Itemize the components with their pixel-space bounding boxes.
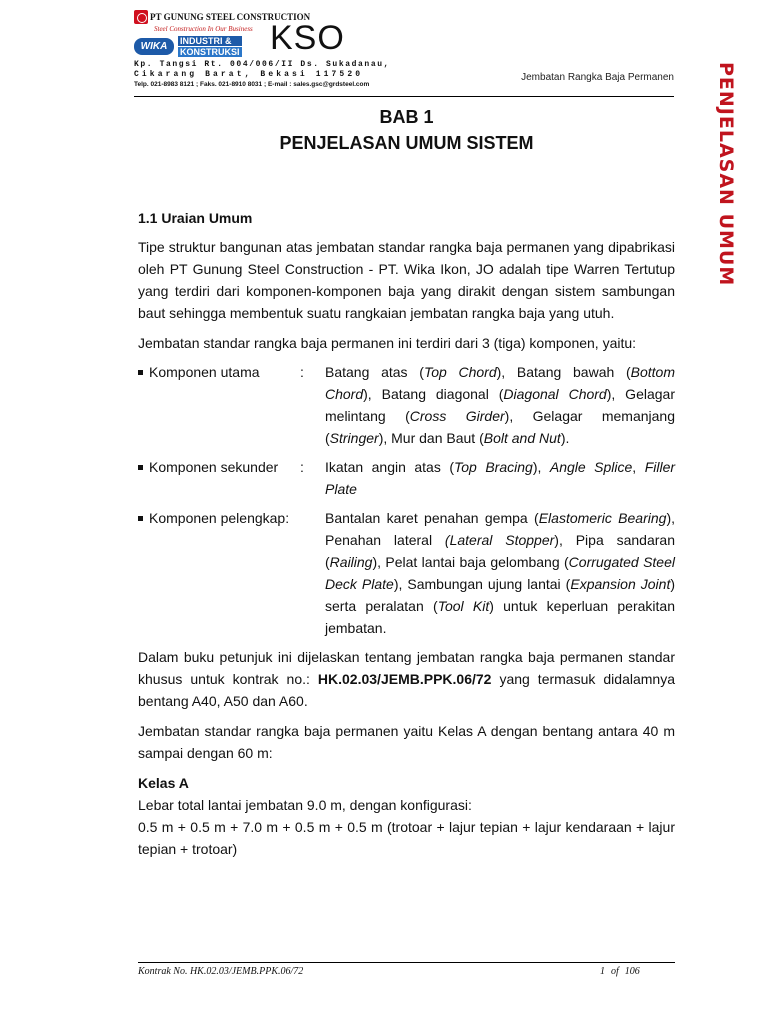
component-text: ), Gelagar memanjang ( <box>325 408 675 446</box>
side-tab <box>712 62 740 287</box>
component-separator: : <box>300 459 304 475</box>
component-item <box>138 456 675 500</box>
document-title: Jembatan Rangka Baja Permanen <box>521 72 674 83</box>
page-of: of <box>611 966 619 977</box>
component-term: Top Bracing <box>454 459 533 475</box>
component-text: ), Batang bawah ( <box>496 364 631 380</box>
gsc-logo-icon <box>134 10 148 24</box>
component-item <box>138 507 675 639</box>
component-text: ), Penahan lateral <box>325 510 675 548</box>
page-header <box>134 8 674 94</box>
component-text: Batang atas ( <box>325 364 424 380</box>
page-content <box>138 104 675 860</box>
bullet-icon <box>138 465 143 470</box>
component-term: Diagonal Chord <box>503 386 607 402</box>
section-title: 1.1 Uraian Umum <box>138 210 253 226</box>
contract-text-before: Dalam buku petunjuk ini dijelaskan tentang jembatan rangka baja permanen standar khusus untuk kontrak no.: <box>138 649 675 687</box>
component-term: Expansion Joint <box>570 576 671 592</box>
component-term: Bolt and Nut <box>483 430 561 446</box>
component-text: ), Batang diagonal ( <box>363 386 504 402</box>
page-number <box>600 966 646 977</box>
side-tab-label: PENJELASAN UMUM <box>715 62 737 287</box>
component-text: ). <box>560 430 570 446</box>
component-text: ) untuk keperluan perakitan jembatan. <box>325 598 675 636</box>
component-term: Top Chord <box>423 364 497 380</box>
contract-text-after: yang termasuk didalamnya bentang A40, A50 dan A60. <box>138 671 675 709</box>
component-term: (Lateral Stopper <box>444 532 555 548</box>
paragraph-contract <box>138 646 675 712</box>
component-label <box>138 456 325 478</box>
component-text: ) serta peralatan ( <box>325 576 676 614</box>
component-text: Bantalan karet penahan gempa ( <box>325 510 539 526</box>
component-term: Elastomeric Bearing <box>538 510 667 526</box>
component-label-text: Komponen pelengkap: <box>149 510 290 526</box>
iek-line-2: KONSTRUKSI <box>178 47 242 57</box>
contact-line: Telp. 021-8983 8121 ; Faks. 021-8910 8031 ; E-mail : sales.gsc@grdsteel.com <box>134 81 370 88</box>
iek-logo <box>178 36 242 58</box>
iek-line-1: INDUSTRI & <box>178 36 242 46</box>
header-divider <box>134 96 674 97</box>
component-item <box>138 361 675 449</box>
component-label-text: Komponen sekunder <box>149 459 279 475</box>
chapter-title: PENJELASAN UMUM SISTEM <box>279 133 534 153</box>
component-text: ), Sambungan ujung lantai ( <box>393 576 571 592</box>
bullet-icon <box>138 370 143 375</box>
component-term: Stringer <box>329 430 379 446</box>
kso-logo: KSO <box>270 19 345 57</box>
component-term: Tool Kit <box>437 598 490 614</box>
paragraph-intro: Tipe struktur bangunan atas jembatan standar rangka baja permanen yang dipabrikasi oleh PT Gunung Steel Construction - PT. Wika Ikon, JO adalah tipe Warren Tertutup yang terdiri dari komponen-komponen baja yang dirakit dengan sistem sambungan baut sehingga membentuk suatu rangkaian jembatan rangka baja yang utuh. <box>138 239 675 321</box>
chapter-number: BAB 1 <box>379 107 434 127</box>
footer-divider <box>138 962 675 963</box>
class-configuration: 0.5 m + 0.5 m + 7.0 m + 0.5 m + 0.5 m (trotoar + lajur tepian + lajur kendaraan + lajur tepian + trotoar) <box>138 819 675 857</box>
component-text: ), Gelagar melintang ( <box>325 386 675 424</box>
component-list <box>138 361 675 639</box>
component-description <box>325 507 675 639</box>
component-term: Bottom Chord <box>325 364 676 402</box>
class-title: Kelas A <box>138 775 189 791</box>
paragraph-components: Jembatan standar rangka baja permanen ini terdiri dari 3 (tiga) komponen, yaitu: <box>138 335 637 351</box>
component-text: Ikatan angin atas ( <box>325 459 454 475</box>
address-line-2: Cikarang Barat, Bekasi 117520 <box>134 70 364 79</box>
component-description <box>325 456 675 500</box>
component-term: Angle Splice <box>549 459 633 475</box>
component-label <box>138 507 325 529</box>
component-text: ), Pelat lantai baja gelombang ( <box>372 554 569 570</box>
component-term: Corrugated Steel Deck Plate <box>325 554 675 592</box>
component-label <box>138 361 325 383</box>
company-name: PT GUNUNG STEEL CONSTRUCTION <box>150 12 311 22</box>
page-current: 1 <box>600 966 605 977</box>
component-description <box>325 361 675 449</box>
component-text: ), <box>532 459 550 475</box>
component-text: ), Mur dan Baut ( <box>378 430 484 446</box>
bullet-icon <box>138 516 143 521</box>
component-term: Cross Girder <box>409 408 505 424</box>
component-separator: : <box>300 364 304 380</box>
paragraph-class: Jembatan standar rangka baja permanen yaitu Kelas A dengan bentang antara 40 m sampai dengan 60 m: <box>138 723 675 761</box>
component-text: , <box>632 459 645 475</box>
contract-number: HK.02.03/JEMB.PPK.06/72 <box>317 671 492 687</box>
wika-logo: WIKA <box>134 38 174 55</box>
component-label-text: Komponen utama <box>149 364 260 380</box>
component-term: Railing <box>329 554 373 570</box>
footer-contract: Kontrak No. HK.02.03/JEMB.PPK.06/72 <box>138 966 304 977</box>
component-term: Filler Plate <box>325 459 676 497</box>
component-text: ), Pipa sandaran ( <box>325 532 675 570</box>
company-tagline: Steel Construction In Our Business <box>154 25 253 33</box>
page-total: 106 <box>624 966 640 977</box>
address-line-1: Kp. Tangsi Rt. 004/006/II Ds. Sukadanau, <box>134 60 391 69</box>
class-width: Lebar total lantai jembatan 9.0 m, dengan konfigurasi: <box>138 797 472 813</box>
